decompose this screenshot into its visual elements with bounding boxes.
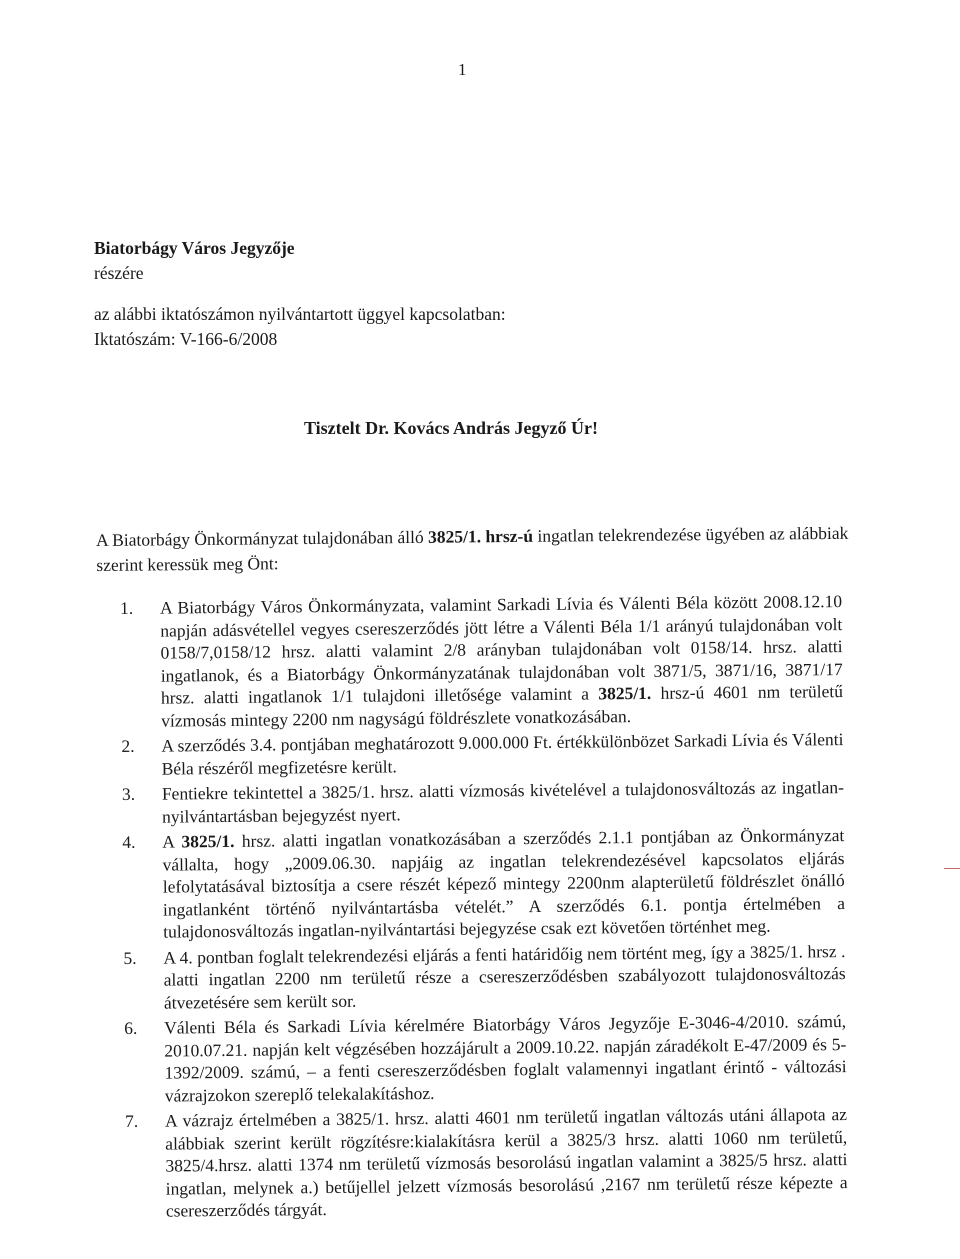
item-text: A Biatorbágy Város Önkormányzata, valamint Sarkadi Lívia és Válenti Béla között 2008.12.10 napján adásvétellel vegyes csereszerződés jött létre a Válenti Béla 1/1 arányú tulajdonában volt 0158/7,0158/12 hrsz. alatti valamint 2/8 arányban tulajdonában volt 0158/14. hrsz. alatti ingatlanok, és a Biatorbágy Önkormányzatának tulajdonában volt 3871/5, 3871/16, 3871/17 hrsz. alatti ingatlanok 1/1 tulajdoni illetősége valamint a xyxy=(160,591,843,708)
addressee-name: Biatorbágy Város Jegyzője xyxy=(94,238,295,258)
list-item xyxy=(121,728,843,780)
numbered-list xyxy=(120,590,848,1225)
list-item xyxy=(120,590,843,732)
margin-mark xyxy=(944,868,960,869)
item-number: 3. xyxy=(121,783,136,804)
intro-text-end: ingatlan telekrendezése ügyében az alábbiak szerint keressük meg Önt: xyxy=(96,522,849,575)
reference-block xyxy=(94,302,506,352)
addressee-line: részére xyxy=(94,263,144,283)
item-text: A vázrajz értelmében a 3825/1. hrsz. alatti 4601 nm területű ingatlan változás utáni állapota az alábbiak szerint került rögzítésre:kialakításra kerül a 3825/3 hrsz. alatti 1060 nm területű, 3825/4.hrsz. alatti 1374 nm területű vízmosás besorolású ingatlan valamint a 3825/5 hrsz. alatti ingatlan, melynek a.) betűjellel jelzett vízmosás besorolású ,2167 nm területű része képezte a csereszerződés tárgyát. xyxy=(164,1104,848,1221)
item-text: A szerződés 3.4. pontjában meghatározott 9.000.000 Ft. értékkülönbözet Sarkadi Lívia és Válenti Béla részéről megfizetésre került. xyxy=(161,729,844,779)
item-number: 2. xyxy=(121,735,135,756)
item-number: 5. xyxy=(123,947,137,968)
item-text: A xyxy=(162,831,182,852)
item-text-end: hrsz-ú 4601 nm területű vízmosás mintegy 2200 nm nagyságú földrészlete vonatkozásában. xyxy=(161,681,844,731)
item-bold: 3825/1. xyxy=(598,682,652,704)
item-text-end: hrsz. alatti ingatlan vonatkozásában a szerződés 2.1.1 pontjában az Önkormányzat vállalta, hogy „2009.06.30. napjáig az ingatlan telekrendezésével kapcsolatos eljárás lefolytatásával biztosítja a csere részét képező mintegy 2200nm alapterületű földrészlet önálló ingatlanként történő nyilvántartásba vételét.” A szerződés 6.1. pontja értelmében a tulajdonosváltozás ingatlan-nyilvántartási bejegyzése csak ezt követően történhet meg. xyxy=(162,825,846,942)
item-bold: 3825/1. xyxy=(181,830,235,852)
item-number: 7. xyxy=(124,1110,139,1131)
intro-paragraph xyxy=(96,521,866,578)
file-number: Iktatószám: V-166-6/2008 xyxy=(94,329,278,349)
item-text: Válenti Béla és Sarkadi Lívia kérelmére Biatorbágy Város Jegyzője E-3046-4/2010. számú, 2010.07.21. napján kelt végzésében hozzájárult a 2009.10.22. napján záradékolt E-47/2009 és 5-1392/2009. számú, – a fenti csereszerződésben foglalt valamennyi ingatlant érintő - változási vázrajzokon szereplő telekalakításhoz. xyxy=(164,1011,847,1106)
addressee-block xyxy=(94,236,295,286)
salutation: Tisztelt Dr. Kovács András Jegyző Úr! xyxy=(304,418,598,438)
list-item xyxy=(124,1010,847,1107)
intro-parcel: 3825/1. hrsz-ú xyxy=(427,525,534,547)
reference-line: az alábbi iktatószámon nyilvántartott üggyel kapcsolatban: xyxy=(94,304,506,324)
item-number: 6. xyxy=(124,1017,138,1038)
intro-text: A Biatorbágy Önkormányzat tulajdonában álló xyxy=(96,526,429,550)
list-item xyxy=(122,824,845,943)
list-item xyxy=(123,940,846,1014)
item-number: 1. xyxy=(120,597,134,618)
item-text: A 4. pontban foglalt telekrendezési eljárás a fenti határidőig nem történt meg, így a 3825/1. hrsz . alatti ingatlan 2200 nm területű része a csereszerződésben szabályozott tulajdonosváltozás átvezetésére sem került sor. xyxy=(163,940,846,1013)
list-item xyxy=(125,1103,848,1222)
page-number: 1 xyxy=(458,60,467,79)
item-number: 4. xyxy=(122,831,136,852)
list-item xyxy=(122,776,844,828)
item-text: Fentiekre tekintettel a 3825/1. hrsz. alatti vízmosás kivételével a tulajdonosváltozás az ingatlan-nyilvántartásban bejegyzést nyert. xyxy=(161,777,844,827)
